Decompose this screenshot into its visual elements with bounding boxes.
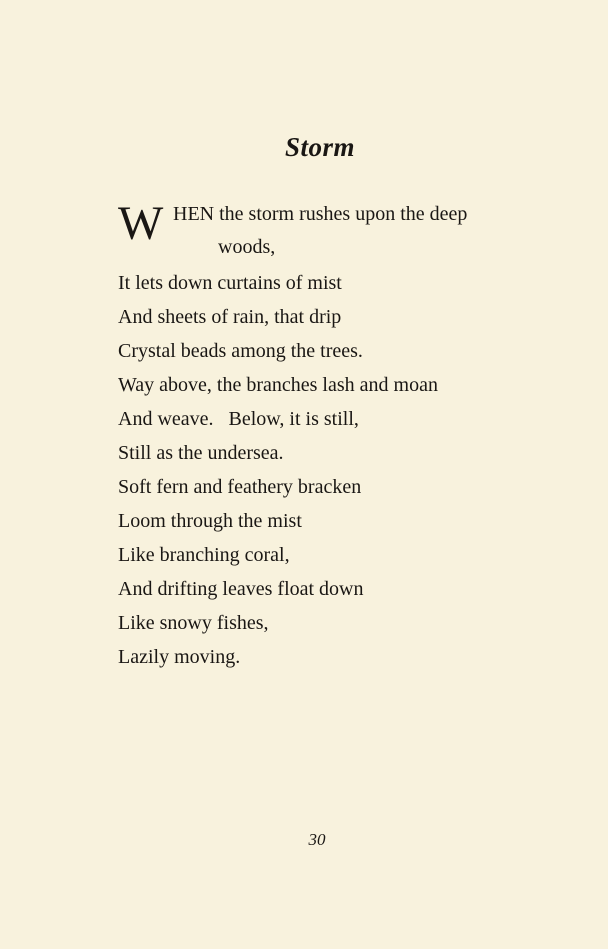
poem-line: And sheets of rain, that drip bbox=[118, 306, 342, 328]
poem-line: Loom through the mist bbox=[118, 510, 302, 532]
poem-line: Crystal beads among the trees. bbox=[118, 340, 363, 362]
poem-line: Still as the undersea. bbox=[118, 442, 284, 464]
drop-cap: W bbox=[118, 197, 162, 250]
poem-line: And drifting leaves float down bbox=[118, 578, 364, 600]
poem-first-line bbox=[118, 196, 588, 266]
poem-line: Like snowy fishes, bbox=[118, 612, 269, 634]
poem-title: Storm bbox=[284, 132, 356, 162]
poem-line: Soft fern and feathery bracken bbox=[118, 476, 362, 498]
poem-line: And weave. Below, it is still, bbox=[118, 408, 359, 430]
page-number: 30 bbox=[308, 830, 326, 849]
first-line-text: HEN the storm rushes upon the deep bbox=[173, 203, 468, 225]
poem-line: Lazily moving. bbox=[118, 646, 241, 668]
poem-line: Way above, the branches lash and moan bbox=[118, 374, 438, 396]
poem-body bbox=[118, 196, 588, 674]
poem-line: Like branching coral, bbox=[118, 544, 290, 566]
first-line-continuation: woods, bbox=[218, 236, 276, 258]
poem-line: It lets down curtains of mist bbox=[118, 272, 342, 294]
